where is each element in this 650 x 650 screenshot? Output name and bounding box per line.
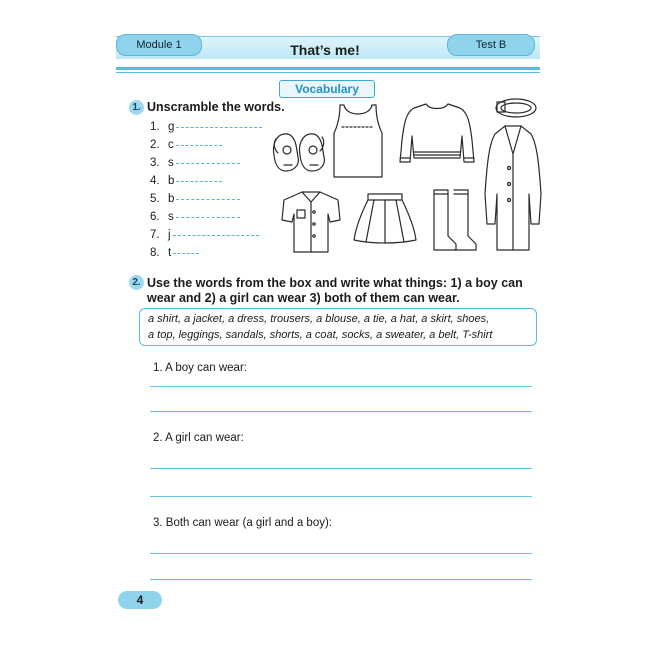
scramble-item: [150, 210, 240, 224]
answer-blank[interactable]: [173, 234, 259, 236]
item-letter: c: [168, 139, 174, 151]
page-title: That’s me!: [290, 42, 360, 58]
test-badge: Test B: [447, 34, 535, 56]
item-letter: s: [168, 211, 174, 223]
answer-blank[interactable]: [176, 144, 222, 146]
scramble-item: [150, 174, 222, 188]
scramble-item: [150, 138, 222, 152]
item-number: 2.: [150, 139, 160, 151]
scramble-item: [150, 246, 199, 260]
question-3-label: 3. Both can wear (a girl and a boy):: [153, 517, 332, 529]
boots-icon: [430, 188, 478, 252]
item-number: 4.: [150, 175, 160, 187]
sweater-icon: [398, 100, 476, 170]
item-letter: j: [168, 229, 171, 241]
answer-blank[interactable]: [176, 126, 262, 128]
answer-line[interactable]: [150, 411, 532, 412]
page-number: 4: [118, 591, 162, 609]
item-letter: s: [168, 157, 174, 169]
header-rule: [116, 67, 540, 70]
answer-line[interactable]: [150, 553, 532, 554]
question-1-label: 1. A boy can wear:: [153, 362, 247, 374]
item-number: 7.: [150, 229, 160, 241]
answer-blank[interactable]: [176, 198, 240, 200]
scramble-item: [150, 120, 262, 134]
skirt-icon: [352, 192, 418, 244]
answer-blank[interactable]: [176, 162, 240, 164]
answer-blank[interactable]: [176, 216, 240, 218]
task-2-instruction-line-1: Use the words from the box and write what things: 1) a boy can: [147, 276, 523, 290]
scramble-item: [150, 192, 240, 206]
word-box-line: a top, leggings, sandals, shorts, a coat, socks, a sweater, a belt, T-shirt: [148, 329, 493, 341]
task-1-instruction: Unscramble the words.: [147, 100, 285, 114]
item-number: 8.: [150, 247, 160, 259]
answer-line[interactable]: [150, 579, 532, 580]
item-number: 1.: [150, 121, 160, 133]
answer-blank[interactable]: [173, 252, 199, 254]
word-box-line: a shirt, a jacket, a dress, trousers, a blouse, a tie, a hat, a skirt, shoes,: [148, 313, 490, 325]
scramble-item: [150, 228, 259, 242]
item-letter: t: [168, 247, 172, 259]
item-letter: b: [168, 175, 175, 187]
item-number: 6.: [150, 211, 160, 223]
answer-blank[interactable]: [176, 180, 222, 182]
task-2-instruction-line-2: wear and 2) a girl can wear 3) both of them can wear.: [147, 291, 460, 305]
module-badge: Module 1: [116, 34, 202, 56]
item-number: 5.: [150, 193, 160, 205]
answer-line[interactable]: [150, 468, 532, 469]
word-box: [139, 308, 537, 346]
item-number: 3.: [150, 157, 160, 169]
coat-icon: [483, 124, 543, 252]
item-letter: b: [168, 193, 175, 205]
tank-top-icon: [330, 103, 386, 179]
belt-icon: [494, 96, 538, 120]
answer-line[interactable]: [150, 386, 532, 387]
task-1-number: 1.: [129, 100, 144, 115]
answer-line[interactable]: [150, 496, 532, 497]
question-2-label: 2. A girl can wear:: [153, 432, 244, 444]
section-label: Vocabulary: [279, 80, 375, 98]
header-rule-thin: [116, 72, 540, 73]
task-2-number: 2.: [129, 275, 144, 290]
scramble-item: [150, 156, 240, 170]
shirt-icon: [280, 190, 342, 254]
gloves-icon: [270, 125, 328, 177]
item-letter: g: [168, 121, 175, 133]
